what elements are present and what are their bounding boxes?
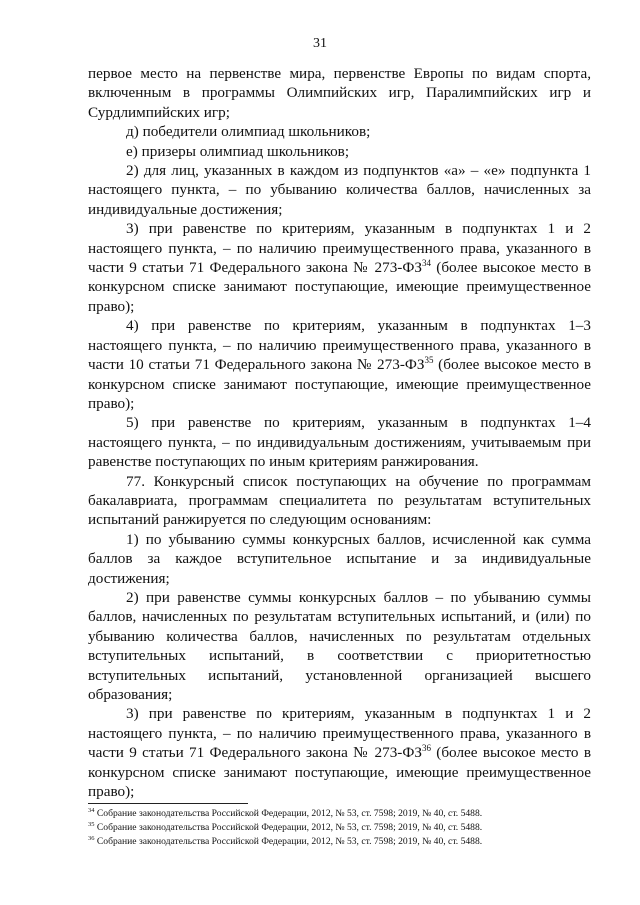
footnote-text: Собрание законодательства Российской Федерации, 2012, № 53, ст. 7598; 2019, № 40, ст. 5488. bbox=[94, 821, 483, 833]
footnote-ref: 35 bbox=[424, 355, 434, 366]
footnote-ref: 34 bbox=[421, 258, 431, 268]
footnote bbox=[88, 807, 591, 821]
paragraph: д) победители олимпиад школьников; bbox=[126, 123, 371, 141]
paragraph-text: (более высокое место в конкурсном списке занимают поступающие, имеющие преимущественное право); bbox=[88, 356, 591, 412]
footnote-separator bbox=[88, 803, 248, 804]
footnotes bbox=[88, 807, 591, 848]
paragraph: е) призеры олимпиад школьников; bbox=[126, 142, 350, 160]
paragraph bbox=[88, 316, 591, 413]
footnote bbox=[88, 821, 591, 835]
footnote-number: 36 bbox=[88, 834, 95, 842]
paragraph bbox=[88, 219, 591, 316]
footnote-number: 35 bbox=[88, 820, 95, 828]
footnote bbox=[88, 835, 591, 849]
paragraph: 5) при равенстве по критериям, указанным в подпунктах 1–4 настоящего пункта, – по индивидуальным достижениям, учитываемым при равенстве поступающих по иным критериям ранжирования. bbox=[88, 414, 591, 471]
page-number: 31 bbox=[313, 36, 327, 51]
paragraph-text: (более высокое место в конкурсном списке занимают поступающие, имеющие преимущественное право); bbox=[88, 259, 591, 315]
paragraph-text: 4) при равенстве по критериям, указанным в подпунктах 1–3 настоящего пункта, – по наличию преимущественного права, указанного в части 10 статьи 71 Федерального закона № 273-ФЗ bbox=[88, 317, 591, 374]
paragraph: 2) для лиц, указанных в каждом из подпунктов «а» – «е» подпункта 1 настоящего пункта, – по убыванию количества баллов, начисленных за индивидуальные достижения; bbox=[88, 162, 591, 218]
paragraph-text: 3) при равенстве по критериям, указанным в подпунктах 1 и 2 настоящего пункта, – по наличию преимущественного права, указанного в части 9 статьи 71 Федерального закона № 273-ФЗ bbox=[88, 220, 591, 277]
footnote-number: 34 bbox=[88, 806, 95, 814]
paragraph: 2) при равенстве суммы конкурсных баллов – по убыванию суммы баллов, начисленных по результатам вступительных испытаний, и (или) по убыванию количества баллов, начисленных по результатам отдельных вступительных испытаний, в соответствии с приоритетностью вступительных испытаний, установленной организацией высшего образования; bbox=[88, 588, 591, 703]
body-text bbox=[88, 64, 591, 801]
paragraph: первое место на первенстве мира, первенстве Европы по видам спорта, включенным в программы Олимпийских игр, Паралимпийских игр и Сурдлимпийских игр; bbox=[88, 65, 591, 121]
footnote-ref: 36 bbox=[421, 743, 431, 754]
paragraph: 1) по убыванию суммы конкурсных баллов, исчисленной как сумма баллов за каждое вступительное испытание и за индивидуальные достижения; bbox=[88, 530, 591, 587]
paragraph bbox=[88, 704, 591, 801]
footnote-text: Собрание законодательства Российской Федерации, 2012, № 53, ст. 7598; 2019, № 40, ст. 5488. bbox=[94, 835, 483, 847]
footnote-text: Собрание законодательства Российской Федерации, 2012, № 53, ст. 7598; 2019, № 40, ст. 5488. bbox=[94, 808, 483, 819]
paragraph-text: (более высокое место в конкурсном списке занимают поступающие, имеющие преимущественное право); bbox=[88, 744, 591, 801]
paragraph-text: 3) при равенстве по критериям, указанным в подпунктах 1 и 2 настоящего пункта, – по наличию преимущественного права, указанного в части 9 статьи 71 Федерального закона № 273-ФЗ bbox=[88, 705, 591, 762]
paragraph: 77. Конкурсный список поступающих на обучение по программам бакалавриата, программам специалитета по результатам вступительных испытаний ранжируется по следующим основаниям: bbox=[88, 472, 591, 529]
